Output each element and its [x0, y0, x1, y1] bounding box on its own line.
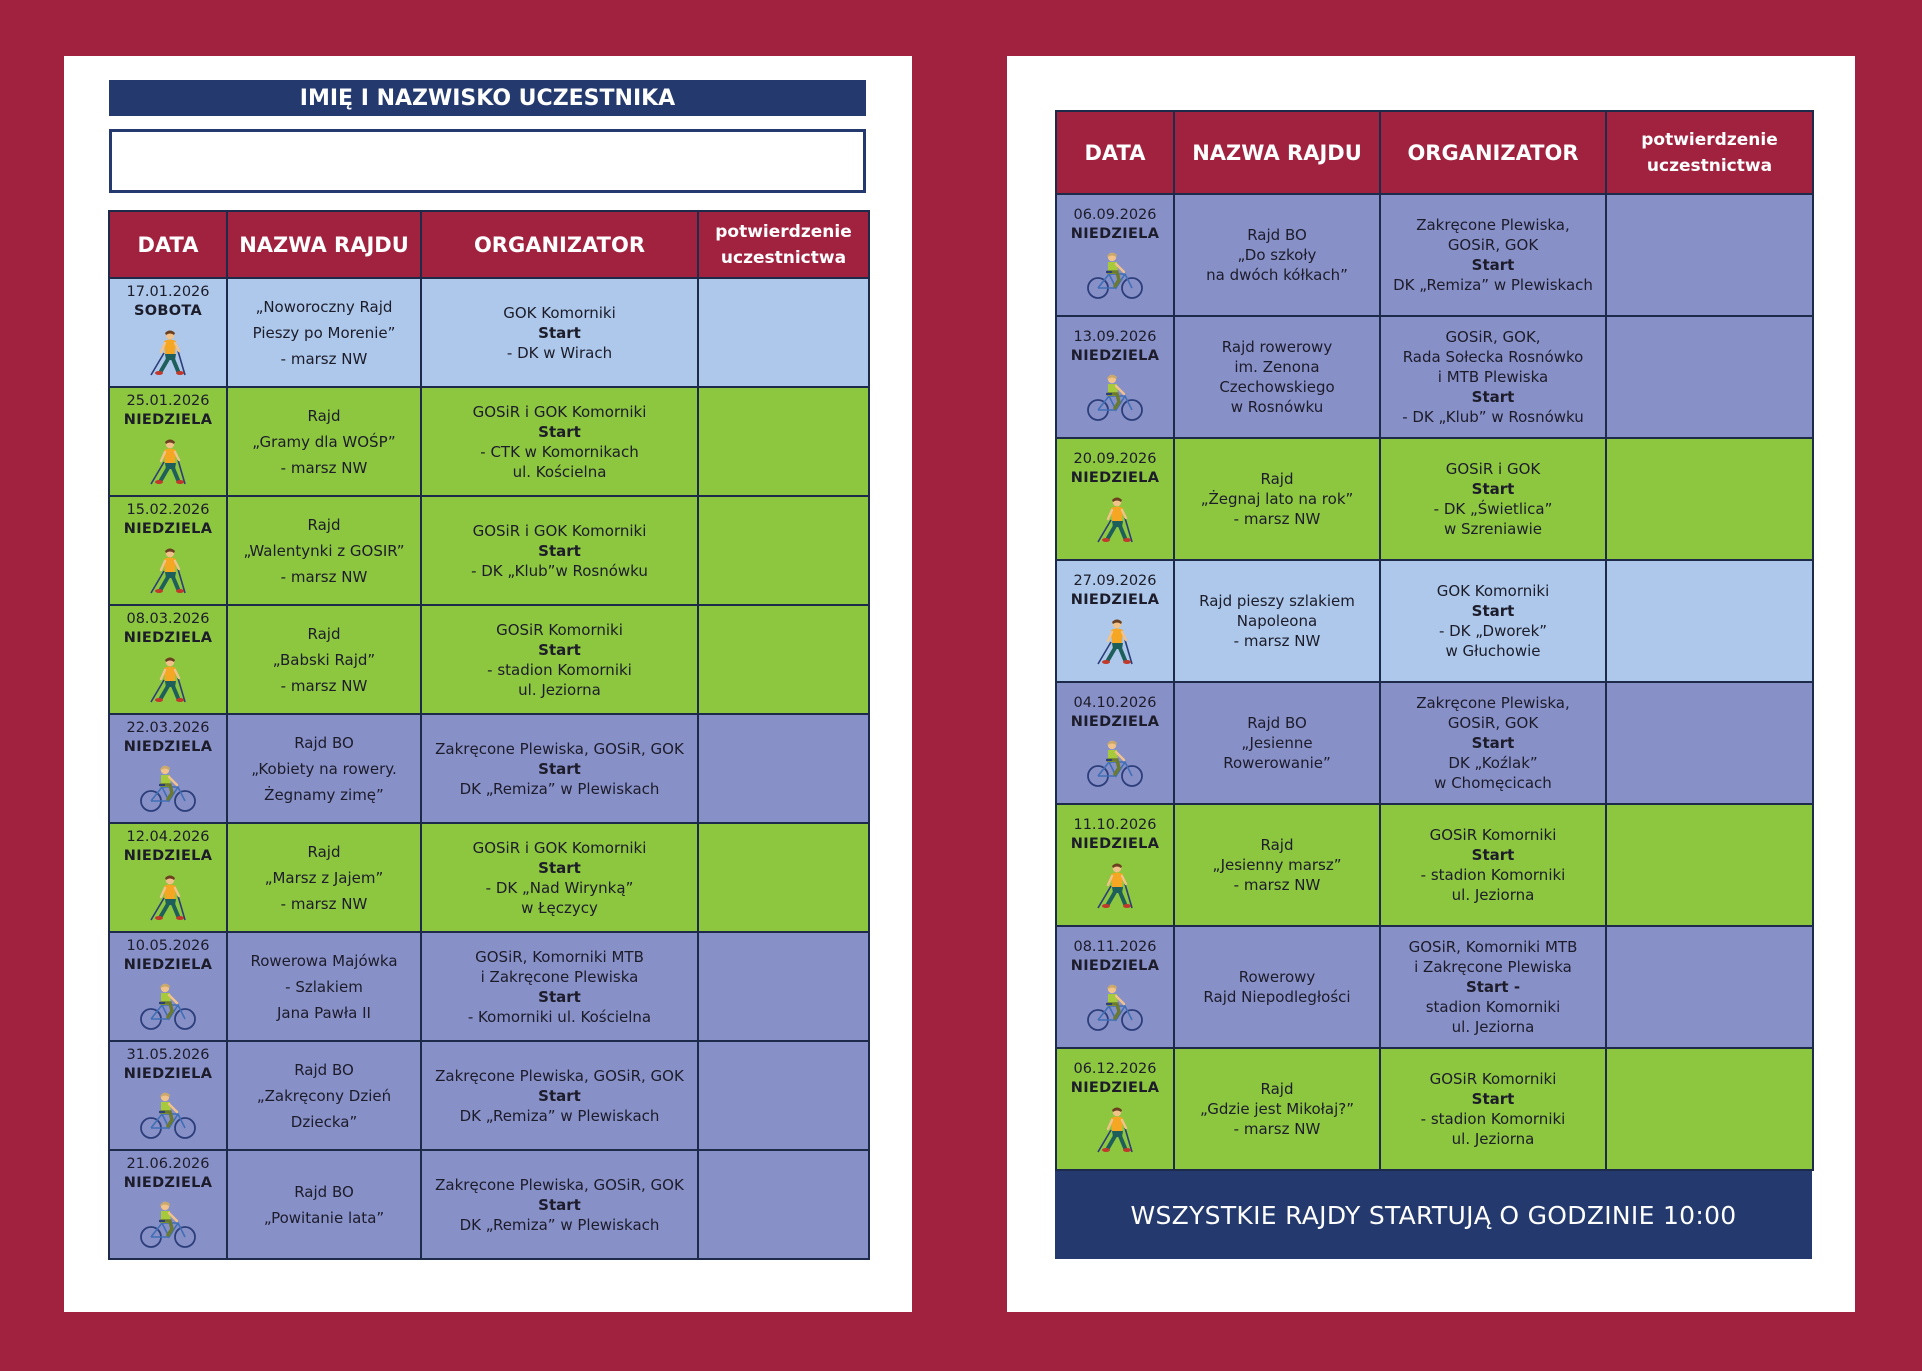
start-location-line: - DK „Klub” w Rosnówku — [1402, 408, 1584, 426]
event-name-line: - Szlakiem — [285, 977, 363, 996]
confirm-header-line: uczestnictwa — [720, 247, 847, 268]
event-name-line: im. Zenona — [1234, 358, 1320, 376]
date-cell — [1056, 682, 1174, 804]
start-location-line: - DK „Dworek” — [1438, 622, 1548, 640]
walker-icon — [1061, 1104, 1169, 1159]
event-name-line: „Do szkoły — [1237, 246, 1317, 264]
confirmation-cell[interactable] — [1606, 926, 1813, 1048]
column-header-date: DATA — [109, 211, 227, 278]
confirmation-cell[interactable] — [698, 605, 869, 714]
start-label: Start — [1471, 734, 1515, 752]
event-date: 15.02.2026 — [126, 502, 210, 518]
organizer-line: Zakręcone Plewiska, — [1416, 694, 1570, 712]
event-name-line: Czechowskiego — [1219, 378, 1335, 396]
organizer-line: GOK Komorniki — [503, 303, 616, 322]
table-row — [1056, 560, 1813, 682]
event-name-line: - marsz NW — [1233, 510, 1321, 528]
event-date: 20.09.2026 — [1073, 450, 1157, 467]
walker-icon — [114, 654, 222, 709]
organizer-line: GOSiR, Komorniki MTB — [475, 947, 644, 966]
organizer-line: i Zakręcone Plewiska — [1414, 958, 1572, 976]
bicycle-icon — [114, 1199, 222, 1254]
organizer-cell — [421, 1041, 698, 1150]
event-date: 10.05.2026 — [126, 938, 210, 954]
column-header-organizer: ORGANIZATOR — [421, 211, 698, 278]
walker-icon — [1061, 616, 1169, 671]
event-name-line: „Powitanie lata” — [263, 1208, 385, 1227]
event-date: 11.10.2026 — [1073, 816, 1157, 833]
table-row — [1056, 438, 1813, 560]
start-location-line: ul. Kościelna — [512, 462, 607, 481]
organizer-cell — [421, 496, 698, 605]
event-name-line: Rajd pieszy szlakiem — [1199, 592, 1355, 610]
confirmation-cell[interactable] — [698, 1041, 869, 1150]
confirm-header-line: potwierdzenie — [1641, 129, 1778, 150]
confirmation-cell[interactable] — [1606, 560, 1813, 682]
table-header-row — [109, 211, 869, 278]
start-location-line: DK „Remiza” w Plewiskach — [459, 779, 660, 798]
event-weekday: NIEDZIELA — [1070, 347, 1160, 364]
column-header-confirmation — [698, 211, 869, 278]
start-location-line: DK „Remiza” w Plewiskach — [1393, 276, 1593, 294]
organizer-cell — [421, 932, 698, 1041]
start-location-line: w Chomęcicach — [1434, 774, 1552, 792]
event-name-cell — [1174, 682, 1380, 804]
confirm-header-line: uczestnictwa — [1646, 155, 1773, 176]
organizer-line: GOSiR Komorniki — [496, 620, 623, 639]
start-label: Start — [538, 422, 581, 441]
column-header-name: NAZWA RAJDU — [1174, 111, 1380, 194]
event-name-line: „Jesienny marsz” — [1212, 856, 1342, 874]
event-weekday: SOBOTA — [134, 303, 202, 319]
event-name-line: Napoleona — [1236, 612, 1318, 630]
event-name-cell — [227, 714, 421, 823]
participant-name-field[interactable] — [109, 129, 866, 193]
start-location-line: - stadion Komorniki — [1420, 866, 1566, 884]
event-name-cell — [227, 387, 421, 496]
schedule-rows-left — [109, 278, 869, 1259]
event-weekday: NIEDZIELA — [1070, 713, 1160, 730]
confirmation-cell[interactable] — [698, 714, 869, 823]
event-name-cell — [1174, 804, 1380, 926]
organizer-cell — [421, 605, 698, 714]
event-name-line: - marsz NW — [280, 894, 368, 913]
schedule-table-left — [108, 210, 870, 1260]
organizer-cell — [421, 278, 698, 387]
event-name-cell — [227, 1041, 421, 1150]
confirmation-cell[interactable] — [698, 387, 869, 496]
table-row — [1056, 682, 1813, 804]
bicycle-icon — [114, 763, 222, 818]
bicycle-icon — [1061, 372, 1169, 427]
start-location-line: DK „Remiza” w Plewiskach — [459, 1106, 660, 1125]
event-name-line: Rajd Niepodległości — [1203, 988, 1351, 1006]
event-name-line: Dziecka” — [290, 1112, 358, 1131]
event-date: 13.09.2026 — [1073, 328, 1157, 345]
organizer-cell — [1380, 1048, 1606, 1170]
organizer-line: Rada Sołecka Rosnówko — [1402, 348, 1584, 366]
organizer-cell — [421, 823, 698, 932]
event-name-line: Rajd BO — [294, 1060, 354, 1079]
start-label: Start — [538, 323, 581, 342]
event-date: 08.03.2026 — [126, 611, 210, 627]
event-name-cell — [1174, 194, 1380, 316]
organizer-line: GOSiR i GOK — [1445, 460, 1541, 478]
date-cell — [109, 387, 227, 496]
event-weekday: NIEDZIELA — [123, 739, 213, 755]
date-cell — [1056, 194, 1174, 316]
start-label: Start — [538, 1086, 581, 1105]
event-weekday: NIEDZIELA — [123, 848, 213, 864]
event-date: 31.05.2026 — [126, 1047, 210, 1063]
event-name-line: „Jesienne — [1241, 734, 1313, 752]
event-name-line: „Gdzie jest Mikołaj?” — [1199, 1100, 1355, 1118]
organizer-line: Zakręcone Plewiska, GOSiR, GOK — [435, 1066, 684, 1085]
column-header-confirmation — [1606, 111, 1813, 194]
schedule-rows-right — [1056, 194, 1813, 1170]
event-name-line: Rajd BO — [294, 733, 354, 752]
event-date: 04.10.2026 — [1073, 694, 1157, 711]
date-cell — [109, 932, 227, 1041]
event-name-line: - marsz NW — [1233, 1120, 1321, 1138]
date-cell — [109, 496, 227, 605]
walker-icon — [1061, 494, 1169, 549]
confirmation-cell[interactable] — [698, 1150, 869, 1259]
event-name-line: Pieszy po Morenie” — [252, 323, 396, 342]
start-location-line: - DK w Wirach — [506, 343, 613, 362]
bicycle-icon — [1061, 738, 1169, 793]
event-weekday: NIEDZIELA — [123, 521, 213, 537]
start-location-line: DK „Remiza” w Plewiskach — [459, 1215, 660, 1234]
event-name-line: - marsz NW — [280, 567, 368, 586]
event-name-cell — [1174, 438, 1380, 560]
table-row — [109, 932, 869, 1041]
event-date: 17.01.2026 — [126, 284, 210, 300]
confirmation-cell[interactable] — [1606, 1048, 1813, 1170]
date-cell — [1056, 316, 1174, 438]
table-row — [109, 714, 869, 823]
organizer-line: GOSiR, GOK — [1447, 236, 1539, 254]
event-name-line: „Walentynki z GOSIR” — [243, 541, 405, 560]
confirmation-cell[interactable] — [1606, 804, 1813, 926]
start-location-line: ul. Jeziorna — [1451, 1018, 1535, 1036]
start-label: Start — [1471, 388, 1515, 406]
event-name-line: Rajd — [307, 624, 341, 643]
start-location-line: w Łęczycy — [521, 898, 598, 917]
event-name-line: Rajd — [307, 406, 341, 425]
event-name-cell — [227, 932, 421, 1041]
event-name-line: na dwóch kółkach” — [1206, 266, 1348, 284]
schedule-table-right — [1055, 110, 1814, 1171]
event-name-line: - marsz NW — [1233, 876, 1321, 894]
event-name-line: Rajd BO — [294, 1182, 354, 1201]
walker-icon — [114, 327, 222, 382]
event-name-line: „Kobiety na rowery. — [251, 759, 397, 778]
table-row — [1056, 804, 1813, 926]
event-weekday: NIEDZIELA — [1070, 469, 1160, 486]
table-row — [109, 1150, 869, 1259]
confirmation-cell[interactable] — [1606, 438, 1813, 560]
table-row — [109, 1041, 869, 1150]
organizer-cell — [421, 387, 698, 496]
event-name-line: „Żegnaj lato na rok” — [1200, 490, 1354, 508]
event-name-line: Rajd rowerowy — [1221, 338, 1333, 356]
event-name-line: Żegnamy zimę” — [264, 785, 384, 804]
start-location-line: - CTK w Komornikach — [480, 442, 639, 461]
table-row — [109, 387, 869, 496]
confirmation-cell[interactable] — [1606, 194, 1813, 316]
event-date: 12.04.2026 — [126, 829, 210, 845]
event-weekday: NIEDZIELA — [123, 957, 213, 973]
date-cell — [109, 1041, 227, 1150]
start-label: Start — [1471, 846, 1515, 864]
date-cell — [109, 823, 227, 932]
event-name-cell — [227, 1150, 421, 1259]
organizer-cell — [1380, 682, 1606, 804]
organizer-line: i Zakręcone Plewiska — [480, 967, 639, 986]
organizer-line: GOK Komorniki — [1436, 582, 1550, 600]
start-location-line: stadion Komorniki — [1425, 998, 1561, 1016]
start-label: Start — [1471, 1090, 1515, 1108]
event-weekday: NIEDZIELA — [1070, 225, 1160, 242]
event-date: 08.11.2026 — [1073, 938, 1157, 955]
start-location-line: ul. Jeziorna — [1451, 886, 1535, 904]
event-name-line: Rowerowanie” — [1223, 754, 1331, 772]
confirmation-cell[interactable] — [698, 823, 869, 932]
table-row — [109, 605, 869, 714]
start-label: Start — [538, 858, 581, 877]
start-label: Start — [538, 759, 581, 778]
event-weekday: NIEDZIELA — [1070, 957, 1160, 974]
event-name-line: - marsz NW — [1233, 632, 1321, 650]
organizer-line: GOSiR i GOK Komorniki — [472, 838, 647, 857]
event-name-line: Rajd — [1260, 1080, 1294, 1098]
start-label: Start — [1471, 256, 1515, 274]
event-name-cell — [1174, 926, 1380, 1048]
event-weekday: NIEDZIELA — [123, 1175, 213, 1191]
event-name-line: „Gramy dla WOŚP” — [252, 432, 396, 451]
start-label: Start — [538, 640, 581, 659]
date-cell — [1056, 804, 1174, 926]
event-name-line: w Rosnówku — [1230, 398, 1324, 416]
confirmation-cell[interactable] — [1606, 316, 1813, 438]
bicycle-icon — [1061, 982, 1169, 1037]
organizer-line: GOSiR i GOK Komorniki — [472, 402, 647, 421]
event-name-line: - marsz NW — [280, 458, 368, 477]
event-weekday: NIEDZIELA — [123, 630, 213, 646]
walker-icon — [114, 436, 222, 491]
event-name-line: „Zakręcony Dzień — [256, 1086, 392, 1105]
start-location-line: ul. Jeziorna — [1451, 1130, 1535, 1148]
event-name-cell — [1174, 1048, 1380, 1170]
organizer-line: Zakręcone Plewiska, GOSiR, GOK — [435, 739, 684, 758]
start-location-line: - stadion Komorniki — [1420, 1110, 1566, 1128]
left-page — [64, 56, 912, 1312]
event-weekday: NIEDZIELA — [1070, 1079, 1160, 1096]
event-weekday: NIEDZIELA — [1070, 835, 1160, 852]
date-cell — [1056, 926, 1174, 1048]
date-cell — [109, 278, 227, 387]
participant-name-header: IMIĘ I NAZWISKO UCZESTNIKA — [109, 80, 866, 116]
date-cell — [1056, 560, 1174, 682]
start-location-line: ul. Jeziorna — [518, 680, 601, 699]
organizer-cell — [421, 1150, 698, 1259]
organizer-line: GOSiR, GOK, — [1445, 328, 1541, 346]
organizer-line: GOSiR Komorniki — [1429, 826, 1557, 844]
organizer-cell — [1380, 438, 1606, 560]
column-header-date: DATA — [1056, 111, 1174, 194]
organizer-line: Zakręcone Plewiska, GOSiR, GOK — [435, 1175, 684, 1194]
column-header-name: NAZWA RAJDU — [227, 211, 421, 278]
organizer-line: GOSiR, GOK — [1447, 714, 1539, 732]
organizer-line: GOSiR i GOK Komorniki — [472, 521, 647, 540]
bicycle-icon — [114, 1090, 222, 1145]
event-name-line: Jana Pawła II — [277, 1003, 371, 1022]
organizer-line: GOSiR, Komorniki MTB — [1408, 938, 1578, 956]
event-name-cell — [227, 823, 421, 932]
table-row — [109, 823, 869, 932]
start-label: Start — [1471, 480, 1515, 498]
event-name-line: Rajd — [307, 842, 341, 861]
walker-icon — [1061, 860, 1169, 915]
walker-icon — [114, 545, 222, 600]
start-location-line: w Głuchowie — [1445, 642, 1541, 660]
table-row — [1056, 316, 1813, 438]
confirmation-cell[interactable] — [1606, 682, 1813, 804]
start-location-line: - Komorniki ul. Kościelna — [467, 1007, 652, 1026]
event-name-line: - marsz NW — [280, 676, 368, 695]
table-row — [1056, 1048, 1813, 1170]
start-location-line: w Szreniawie — [1443, 520, 1543, 538]
start-label: Start — [538, 987, 581, 1006]
event-name-line: Rajd — [1260, 836, 1294, 854]
date-cell — [1056, 438, 1174, 560]
event-weekday: NIEDZIELA — [1070, 591, 1160, 608]
event-name-line: Rajd BO — [1247, 226, 1307, 244]
organizer-cell — [1380, 194, 1606, 316]
walker-icon — [114, 872, 222, 927]
start-time-banner: WSZYSTKIE RAJDY STARTUJĄ O GODZINIE 10:00 — [1055, 1171, 1812, 1259]
event-name-cell — [1174, 316, 1380, 438]
event-date: 27.09.2026 — [1073, 572, 1157, 589]
start-label: Start — [538, 541, 581, 560]
event-name-cell — [227, 605, 421, 714]
date-cell — [1056, 1048, 1174, 1170]
event-weekday: NIEDZIELA — [123, 412, 213, 428]
confirmation-cell[interactable] — [698, 278, 869, 387]
table-row — [1056, 194, 1813, 316]
event-name-line: Rowerowa Majówka — [250, 951, 398, 970]
event-name-line: Rowerowy — [1238, 968, 1316, 986]
organizer-cell — [1380, 316, 1606, 438]
event-name-line: Rajd BO — [1247, 714, 1307, 732]
event-weekday: NIEDZIELA — [123, 1066, 213, 1082]
start-location-line: - DK „Świetlica” — [1433, 500, 1553, 518]
table-row — [109, 278, 869, 387]
start-location-line: - DK „Klub”w Rosnówku — [471, 561, 648, 580]
start-location-line: - stadion Komorniki — [487, 660, 632, 679]
date-cell — [109, 1150, 227, 1259]
organizer-line: Zakręcone Plewiska, — [1416, 216, 1570, 234]
confirm-header-line: potwierdzenie — [715, 221, 852, 242]
column-header-organizer: ORGANIZATOR — [1380, 111, 1606, 194]
start-location-line: DK „Koźlak” — [1448, 754, 1538, 772]
start-label: Start — [538, 1195, 581, 1214]
organizer-cell — [1380, 926, 1606, 1048]
organizer-cell — [421, 714, 698, 823]
start-label: Start - — [1465, 978, 1521, 996]
right-page — [1007, 56, 1855, 1312]
event-name-line: „Noworoczny Rajd — [255, 297, 393, 316]
organizer-cell — [1380, 804, 1606, 926]
event-name-line: „Babski Rajd” — [272, 650, 376, 669]
organizer-cell — [1380, 560, 1606, 682]
bicycle-icon — [1061, 250, 1169, 305]
event-name-cell — [227, 278, 421, 387]
event-date: 25.01.2026 — [126, 393, 210, 409]
date-cell — [109, 605, 227, 714]
table-row — [109, 496, 869, 605]
event-name-line: „Marsz z Jajem” — [264, 868, 384, 887]
event-date: 22.03.2026 — [126, 720, 210, 736]
organizer-line: i MTB Plewiska — [1437, 368, 1549, 386]
start-label: Start — [1471, 602, 1515, 620]
organizer-line: GOSiR Komorniki — [1429, 1070, 1557, 1088]
table-row — [1056, 926, 1813, 1048]
event-name-cell — [227, 496, 421, 605]
confirmation-cell[interactable] — [698, 496, 869, 605]
event-name-line: - marsz NW — [280, 349, 368, 368]
table-header-row — [1056, 111, 1813, 194]
event-date: 06.09.2026 — [1073, 206, 1157, 223]
start-location-line: - DK „Nad Wirynką” — [485, 878, 634, 897]
event-name-line: Rajd — [1260, 470, 1294, 488]
confirmation-cell[interactable] — [698, 932, 869, 1041]
event-name-line: Rajd — [307, 515, 341, 534]
event-name-cell — [1174, 560, 1380, 682]
bicycle-icon — [114, 981, 222, 1036]
event-date: 06.12.2026 — [1073, 1060, 1157, 1077]
event-date: 21.06.2026 — [126, 1156, 210, 1172]
date-cell — [109, 714, 227, 823]
